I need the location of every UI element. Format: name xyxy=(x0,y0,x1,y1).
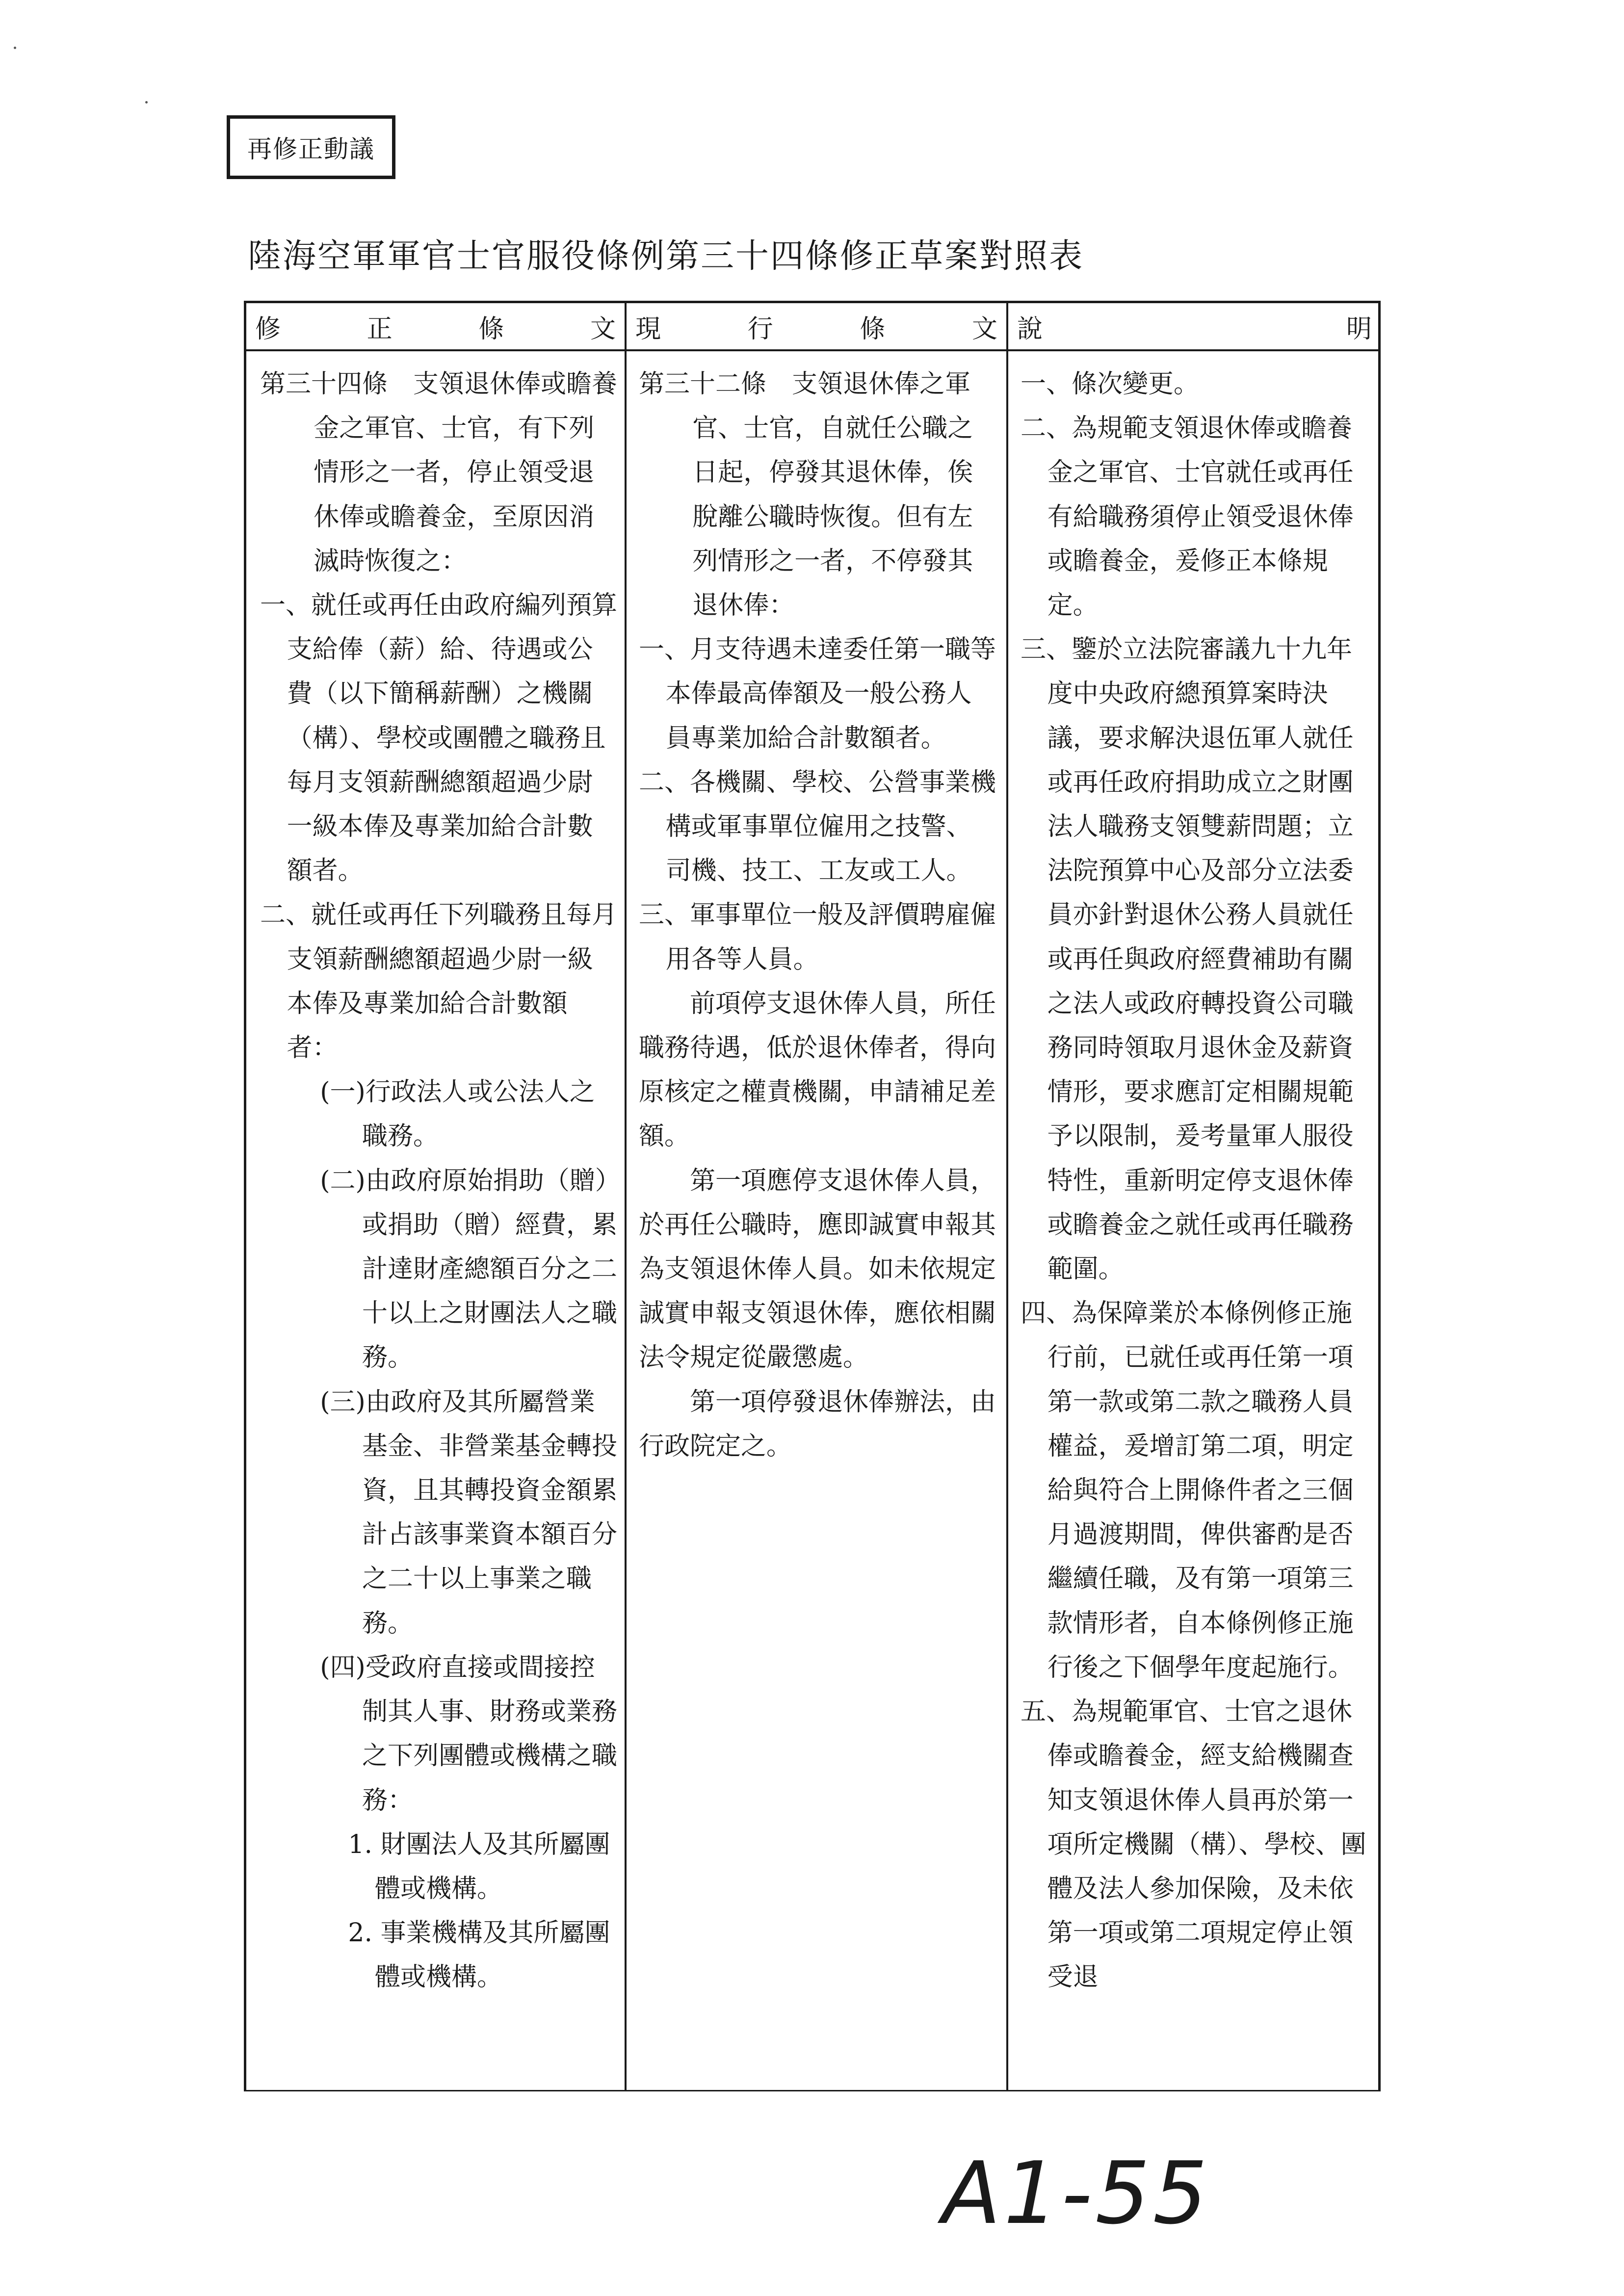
col1-paragraph: (二)由政府原始捐助（贈）或捐助（贈）經費，累計達財產總額百分之二十以上之財團法人之職務。 xyxy=(320,1166,618,1373)
col2-paragraph: 第一項應停支退休俸人員，於再任公職時，應即誠實申報其為支領退休俸人員。如未依規定誠實申報支領退休俸，應依相關法令規定從嚴懲處。 xyxy=(639,1166,996,1373)
col2-paragraph: 第一項停發退休俸辦法，由行政院定之。 xyxy=(639,1387,996,1461)
col1-paragraph: (四)受政府直接或間接控制其人事、財務或業務之下列團體或機構之職務： xyxy=(320,1652,618,1815)
header-amended-text: 修 正 條 文 xyxy=(255,314,616,344)
current-text-column xyxy=(639,362,996,1468)
col1-paragraph: 1. 財團法人及其所屬團體或機構。 xyxy=(348,1829,610,1904)
col2-paragraph: 前項停支退休俸人員，所任職務待遇，低於退休俸者，得向原核定之權責機關，申請補足差額。 xyxy=(639,989,996,1151)
scan-speck xyxy=(145,101,148,104)
column-divider xyxy=(625,303,627,2090)
handwritten-page-number: A1-55 xyxy=(942,2144,1210,2244)
col2-paragraph: 三、軍事單位一般及評價聘雇僱用各等人員。 xyxy=(639,900,996,974)
col1-paragraph: (一)行政法人或公法人之職務。 xyxy=(320,1077,595,1151)
col3-paragraph: 五、為規範軍官、士官之退休俸或瞻養金，經支給機關查知支領退休俸人員再於第一項所定機關（構）、學校、團體及法人參加保險，及未依第一項或第二項規定停止領受退 xyxy=(1021,1697,1366,1992)
comparison-table xyxy=(244,301,1381,2091)
stamp-label: 再修正動議 xyxy=(247,135,375,163)
col3-paragraph: 四、為保障業於本條例修正施行前，已就任或再任第一項第一款或第二款之職務人員權益，爰增訂第二項，明定給與符合上開條件者之三個月過渡期間，俾供審酌是否繼續任職，及有第一項第三款情形者，自本條例修正施行後之下個學年度起施行。 xyxy=(1021,1299,1354,1682)
header-explanation: 說 明 xyxy=(1017,314,1372,344)
col2-paragraph: 第三十二條 支領退休俸之軍官、士官，自就任公職之日起，停發其退休俸，俟脫離公職時恢復。但有左列情形之一者，不停發其退休俸： xyxy=(639,369,973,621)
col2-paragraph: 一、月支待遇未達委任第一職等本俸最高俸額及一般公務人員專業加給合計數額者。 xyxy=(639,635,996,753)
column-divider xyxy=(1006,303,1008,2090)
col1-paragraph: 二、就任或再任下列職務且每月支領薪酬總額超過少尉一級本俸及專業加給合計數額者： xyxy=(260,900,618,1063)
header-current-text: 現 行 條 文 xyxy=(635,314,997,344)
col1-paragraph: (三)由政府及其所屬營業基金、非營業基金轉投資，且其轉投資金額累計占該事業資本額百分之二十以上事業之職務。 xyxy=(320,1387,618,1638)
col2-paragraph: 二、各機關、學校、公營事業機構或軍事單位僱用之技警、司機、技工、工友或工人。 xyxy=(639,767,996,886)
amendment-stamp-box xyxy=(227,115,395,179)
col1-paragraph: 第三十四條 支領退休俸或瞻養金之軍官、士官，有下列情形之一者，停止領受退休俸或瞻養金，至原因消滅時恢復之： xyxy=(260,369,618,576)
page-title: 陸海空軍軍官士官服役條例第三十四條修正草案對照表 xyxy=(248,237,1084,276)
col1-paragraph: 2. 事業機構及其所屬團體或機構。 xyxy=(348,1918,610,1992)
amended-text-column xyxy=(260,362,617,2000)
col1-paragraph: 一、就任或再任由政府編列預算支給俸（薪）給、待遇或公費（以下簡稱薪酬）之機關（構）、學校或團體之職務且每月支領薪酬總額超過少尉一級本俸及專業加給合計數額者。 xyxy=(260,591,618,886)
explanation-column xyxy=(1021,362,1376,2000)
col3-paragraph: 三、鑒於立法院審議九十九年度中央政府總預算案時決議，要求解決退伍軍人就任或再任政府捐助成立之財團法人職務支領雙薪問題；立法院預算中心及部分立法委員亦針對退休公務人員就任或再任與政府經費補助有關之法人或政府轉投資公司職務同時領取月退休金及薪資情形，要求應訂定相關規範予以限制，爰考量軍人服役特性，重新明定停支退休俸或瞻養金之就任或再任職務範圍。 xyxy=(1021,635,1354,1284)
col3-paragraph: 一、條次變更。 xyxy=(1021,369,1200,399)
header-divider xyxy=(246,349,1378,351)
scan-speck xyxy=(14,47,16,49)
col3-paragraph: 二、為規範支領退休俸或瞻養金之軍官、士官就任或再任有給職務須停止領受退休俸或瞻養金，爰修正本條規定。 xyxy=(1021,414,1354,621)
